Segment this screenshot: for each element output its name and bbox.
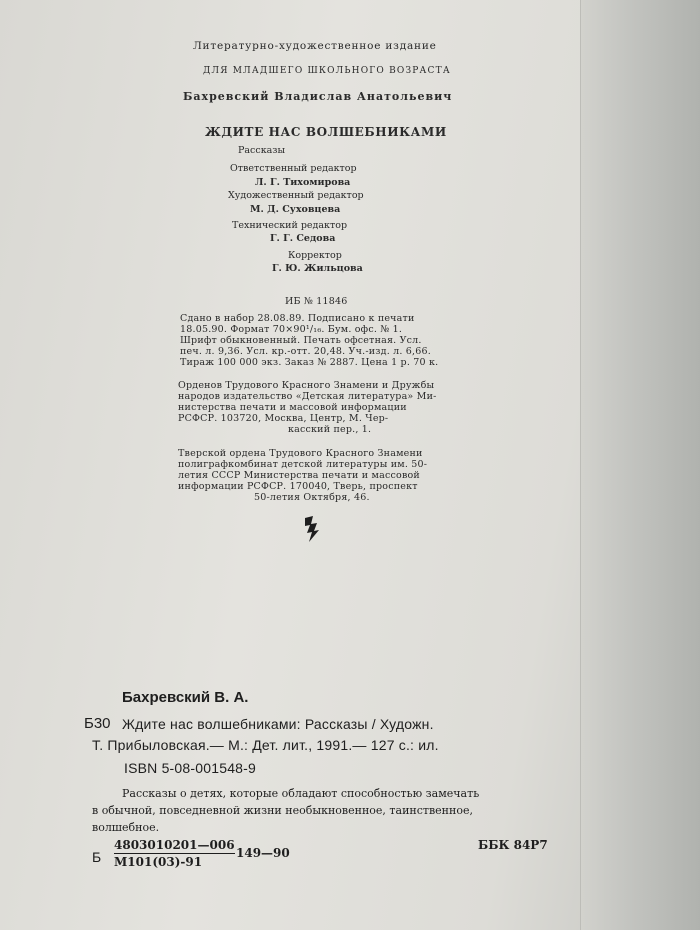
publisher-info-line: касский пер., 1. — [288, 424, 372, 435]
print-details-line: печ. л. 9,36. Усл. кр.-отт. 20,48. Уч.-изд. л. 6,66. — [180, 346, 431, 357]
publisher-info-line: нистерства печати и массовой информации — [178, 402, 407, 413]
card-index-denominator: М101(03)-91 — [114, 855, 203, 869]
card-title-line: Т. Прибыловская.— М.: Дет. лит., 1991.— 127 с.: ил. — [92, 737, 439, 753]
staff-role: Ответственный редактор — [230, 163, 357, 174]
page-edge — [580, 0, 700, 930]
printer-info-line: информации РСФСР. 170040, Тверь, проспект — [178, 481, 418, 492]
staff-name: Г. Г. Седова — [270, 233, 336, 244]
staff-name: Г. Ю. Жильцова — [272, 263, 363, 274]
card-bbk: ББК 84Р7 — [478, 838, 548, 852]
card-annotation-line: Рассказы о детях, которые обладают способностью замечать — [122, 787, 480, 800]
age-group: ДЛЯ МЛАДШЕГО ШКОЛЬНОГО ВОЗРАСТА — [203, 66, 451, 76]
card-author: Бахревский В. А. — [122, 689, 249, 706]
print-details-line: 18.05.90. Формат 70×90¹/₁₆. Бум. офс. № 1. — [180, 324, 403, 335]
staff-name: М. Д. Суховцева — [250, 204, 341, 215]
print-details-line: Шрифт обыкновенный. Печать офсетная. Усл. — [180, 335, 422, 346]
genre: Рассказы — [238, 145, 286, 156]
publisher-info-line: РСФСР. 103720, Москва, Центр, М. Чер- — [178, 413, 389, 424]
publisher-info-line: Орденов Трудового Красного Знамени и Дружбы — [178, 380, 435, 391]
book-title: ЖДИТЕ НАС ВОЛШЕБНИКАМИ — [205, 125, 447, 139]
publisher-info-line: народов издательство «Детская литература» Ми- — [178, 391, 437, 402]
author-full-name: Бахревский Владислав Анатольевич — [183, 90, 453, 103]
print-details-line: Тираж 100 000 экз. Заказ № 2887. Цена 1 р. 70 к. — [180, 357, 439, 368]
card-isbn: ISBN 5-08-001548-9 — [124, 760, 257, 776]
staff-role: Корректор — [288, 250, 342, 261]
card-title-line: Ждите нас волшебниками: Рассказы / Художн. — [122, 716, 434, 732]
printer-info-line: летия СССР Министерства печати и массовой — [178, 470, 420, 481]
staff-role: Художественный редактор — [228, 190, 364, 201]
card-index-numerator: 4803010201—006 — [114, 838, 235, 852]
ib-number: ИБ № 11846 — [285, 296, 348, 307]
card-annotation-line: волшебное. — [92, 821, 160, 834]
printer-info-line: Тверской ордена Трудового Красного Знамени — [178, 448, 423, 459]
staff-role: Технический редактор — [232, 220, 348, 231]
card-index-suffix: 149—90 — [236, 846, 290, 860]
card-classification-code: Б30 — [84, 715, 111, 732]
printer-info-line: полиграфкомбинат детской литературы им. 50- — [178, 459, 428, 470]
card-annotation-line: в обычной, повседневной жизни необыкновенное, таинственное, — [92, 804, 473, 817]
edition-type: Литературно-художественное издание — [193, 40, 437, 52]
print-details-line: Сдано в набор 28.08.89. Подписано к печати — [180, 313, 415, 324]
staff-name: Л. Г. Тихомирова — [255, 177, 351, 188]
publisher-logo-icon — [302, 514, 322, 544]
card-index-prefix: Б — [92, 849, 102, 865]
printer-info-line: 50-летия Октября, 46. — [254, 492, 370, 503]
card-index-fraction — [114, 838, 235, 869]
